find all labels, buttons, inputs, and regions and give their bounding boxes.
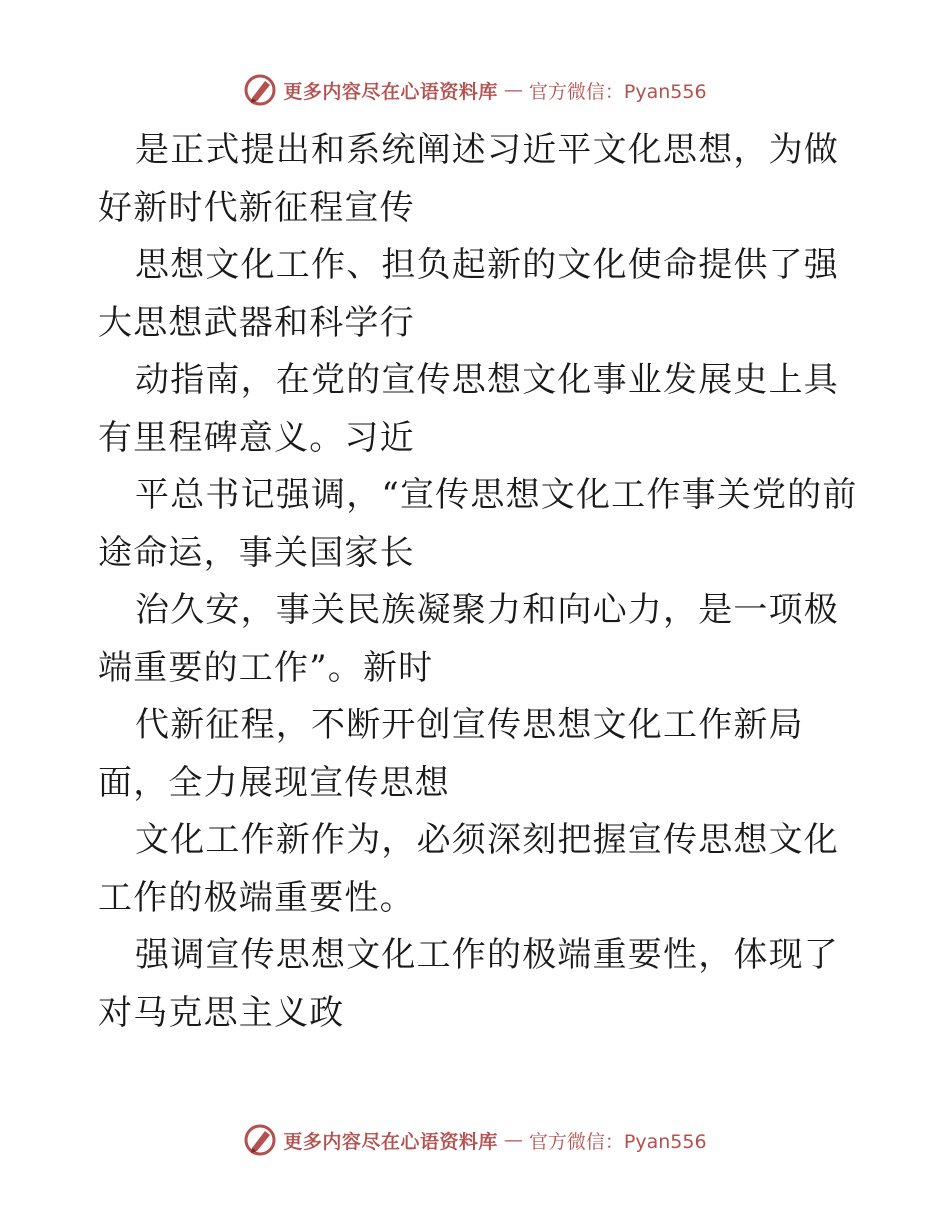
banner-library-text: 更多内容尽在心语资料库 — [283, 1130, 498, 1153]
header-banner — [0, 70, 950, 110]
pen-logo-icon — [243, 73, 277, 107]
paragraph: 是正式提出和系统阐述习近平文化思想，为做好新时代新征程宣传 — [98, 130, 839, 228]
paragraph: 代新征程，不断开创宣传思想文化工作新局面，全力展现宣传思想 — [98, 705, 804, 803]
banner-dash: — — [503, 1129, 523, 1151]
pen-logo-icon — [243, 1123, 277, 1157]
paragraph: 强调宣传思想文化工作的极端重要性，体现了对马克思主义政 — [98, 935, 839, 1033]
paragraph: 平总书记强调，“宣传思想文化工作事关党的前途命运，事关国家长 — [98, 475, 858, 573]
paragraph: 治久安，事关民族凝聚力和向心力，是一项极端重要的工作”。新时 — [98, 590, 839, 688]
paragraph: 思想文化工作、担负起新的文化使命提供了强大思想武器和科学行 — [98, 245, 839, 343]
banner-wechat-text: 官方微信：Pyan556 — [528, 1130, 707, 1153]
footer-banner — [0, 1120, 950, 1160]
banner-dash: — — [503, 79, 523, 101]
paragraph: 文化工作新作为，必须深刻把握宣传思想文化工作的极端重要性。 — [98, 820, 839, 918]
document-body — [98, 122, 858, 1042]
banner-wechat-text: 官方微信：Pyan556 — [528, 80, 707, 103]
banner-library-text: 更多内容尽在心语资料库 — [283, 80, 498, 103]
paragraph: 动指南，在党的宣传思想文化事业发展史上具有里程碑意义。习近 — [98, 360, 839, 458]
